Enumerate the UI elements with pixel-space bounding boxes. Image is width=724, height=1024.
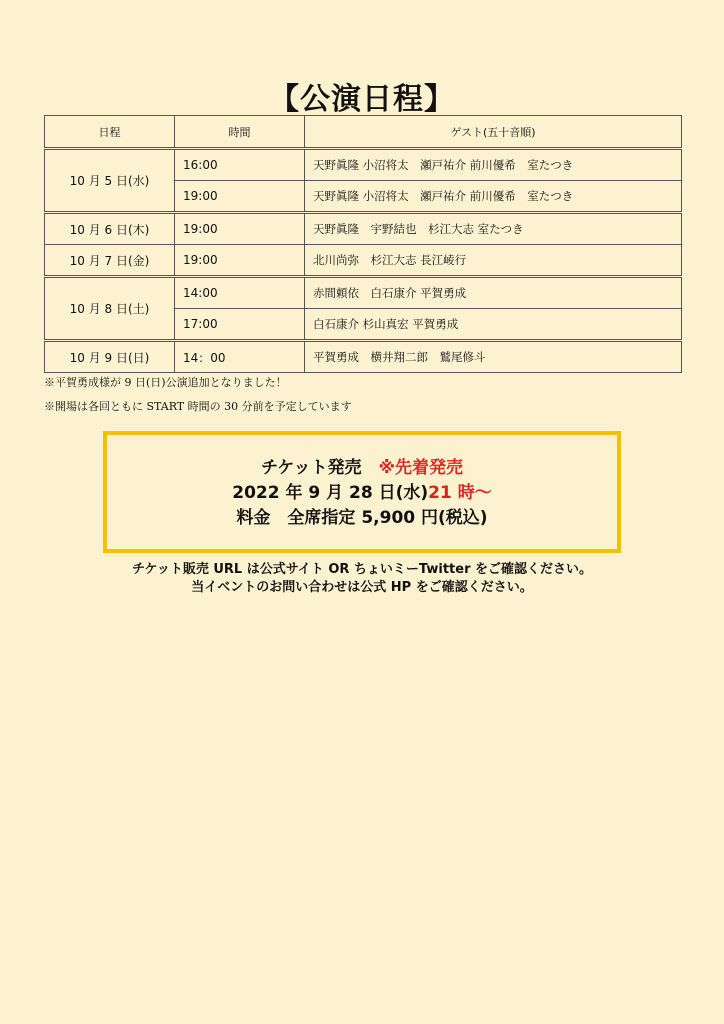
ticket-date-line xyxy=(107,481,617,506)
table-row xyxy=(45,341,682,373)
page-title: 【公演日程】 xyxy=(269,82,455,117)
header-time: 時間 xyxy=(175,116,305,149)
date-cell: 10 月 9 日(日) xyxy=(45,341,175,373)
time-cell: 14:00 xyxy=(175,277,305,309)
date-cell: 10 月 7 日(金) xyxy=(45,245,175,277)
time-cell: 19:00 xyxy=(175,181,305,213)
footer-line: 当イベントのお問い合わせは公式 HP をご確認ください。 xyxy=(191,580,533,595)
ticket-info-box xyxy=(103,431,621,553)
time-cell: 19:00 xyxy=(175,213,305,245)
header-date: 日程 xyxy=(45,116,175,149)
time-cell: 17:00 xyxy=(175,309,305,341)
guest-cell: 北川尚弥 杉江大志 長江崚行 xyxy=(305,245,682,277)
date-cell: 10 月 6 日(木) xyxy=(45,213,175,245)
guest-cell: 天野眞隆 小沼将太 瀬戸祐介 前川優希 室たつき xyxy=(305,181,682,213)
header-guests: ゲスト(五十音順) xyxy=(305,116,682,149)
guest-cell: 天野眞隆 小沼将太 瀬戸祐介 前川優希 室たつき xyxy=(305,149,682,181)
footer-info xyxy=(0,561,724,597)
first-come-badge: ※先着発売 xyxy=(378,458,463,478)
ticket-time: 21 時〜 xyxy=(428,483,492,503)
notes xyxy=(44,374,352,422)
table-row xyxy=(45,277,682,309)
ticket-price-line: 料金 全席指定 5,900 円(税込) xyxy=(236,508,488,528)
guest-cell: 天野眞隆 宇野結也 杉江大志 室たつき xyxy=(305,213,682,245)
time-cell: 14：00 xyxy=(175,341,305,373)
table-row xyxy=(45,213,682,245)
table-row xyxy=(45,149,682,181)
table-row xyxy=(45,245,682,277)
time-cell: 16:00 xyxy=(175,149,305,181)
time-cell: 19:00 xyxy=(175,245,305,277)
ticket-date: 2022 年 9 月 28 日(水) xyxy=(232,483,429,503)
schedule-table xyxy=(44,115,682,373)
ticket-sale-label: チケット発売 xyxy=(260,458,379,478)
date-cell: 10 月 5 日(水) xyxy=(45,149,175,213)
date-cell: 10 月 8 日(土) xyxy=(45,277,175,341)
note-line: ※開場は各回ともに START 時間の 30 分前を予定しています xyxy=(44,400,352,413)
table-header-row xyxy=(45,116,682,149)
guest-cell: 赤間頼依 白石康介 平賀勇成 xyxy=(305,277,682,309)
guest-cell: 平賀勇成 横井翔二郎 鷲尾修斗 xyxy=(305,341,682,373)
ticket-sale-line xyxy=(107,456,617,481)
footer-line: チケット販売 URL は公式サイト OR ちょいミーTwitter をご確認ください。 xyxy=(131,562,593,577)
note-line: ※平賀勇成様が 9 日(日)公演追加となりました！ xyxy=(44,376,287,389)
guest-cell: 白石康介 杉山真宏 平賀勇成 xyxy=(305,309,682,341)
